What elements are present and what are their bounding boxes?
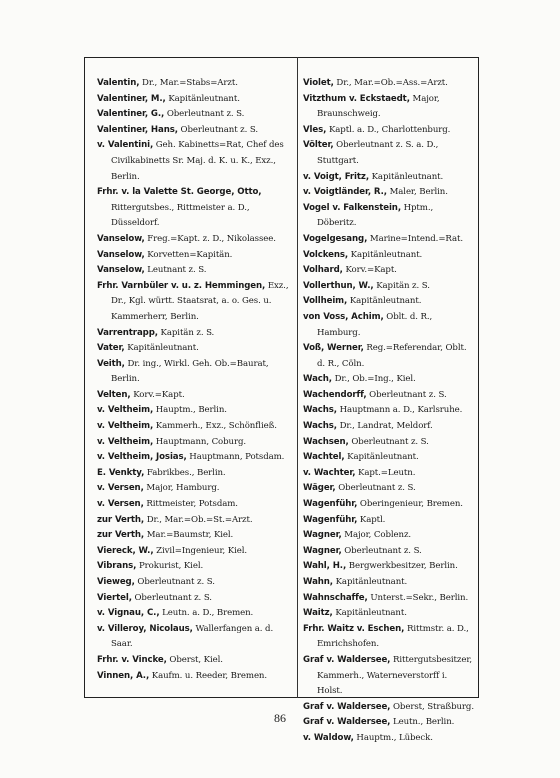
entry-details: Kapitänleutnant. [347, 296, 422, 307]
directory-entry [97, 357, 293, 388]
entry-name: Wachs, [303, 421, 337, 432]
directory-entry [97, 653, 293, 669]
entry-details: Oberleutnant z. S. [164, 109, 245, 120]
entry-name: Waitz, [303, 608, 333, 619]
directory-entry [97, 497, 293, 513]
right-column [303, 76, 475, 747]
directory-entry [303, 419, 475, 435]
directory-entry [97, 669, 293, 685]
entry-details: Geh. Kabinetts=Rat, Chef des Civilkabinetts Sr. Maj. d. K. u. K., Exz., Berlin. [111, 140, 284, 182]
directory-entry [97, 76, 293, 92]
directory-entry [303, 513, 475, 529]
entry-name: Vles, [303, 124, 327, 135]
directory-entry [303, 341, 475, 372]
entry-name: Vanselow, [97, 265, 145, 276]
entry-details: Kaptl. a. D., Charlottenburg. [326, 124, 451, 135]
entry-details: Kapitänleutnant. [368, 171, 444, 182]
column-divider [297, 57, 298, 698]
directory-entry [97, 513, 293, 529]
directory-entry [97, 138, 293, 185]
entry-name: Violet, [303, 78, 334, 88]
entry-name: v. Voigt, Fritz, [303, 171, 369, 182]
entry-name: Frhr. Varnbüler v. u. z. Hemmingen, [97, 280, 266, 291]
entry-details: Oberleutnant z. S. [348, 436, 429, 447]
directory-entry [303, 232, 475, 248]
entry-name: Viereck, W., [97, 545, 154, 556]
entry-details: Oberingenieur, Bremen. [357, 499, 463, 510]
entry-details: Rittergutsbesitzer, Kammerh., Waterneverstorff i. Holst. [317, 654, 473, 697]
entry-name: Veith, [97, 358, 125, 369]
entry-name: v. Villeroy, Nicolaus, [97, 623, 193, 634]
entry-details: Wallerfangen a. d. Saar. [111, 623, 274, 650]
entry-name: v. Versen, [97, 483, 144, 494]
entry-details: Oberleutnant z. S. a. D., Stuttgart. [317, 140, 439, 166]
entry-name: Valentiner, Hans, [97, 124, 178, 135]
directory-entry [303, 185, 475, 201]
entry-details: Kapitänleutnant. [165, 93, 240, 104]
entry-name: Valentiner, M., [97, 93, 166, 104]
entry-name: Vibrans, [97, 561, 137, 572]
entry-details: Marine=Intend.=Rat. [367, 233, 463, 244]
entry-name: v. Veltheim, [97, 421, 154, 432]
directory-entry [303, 294, 475, 310]
directory-entry [97, 591, 293, 607]
entry-details: Prokurist, Kiel. [136, 561, 204, 572]
entry-name: v. Vignau, C., [97, 608, 160, 619]
directory-entry [97, 419, 293, 435]
entry-details: Zivil=Ingenieur, Kiel. [153, 545, 248, 556]
entry-details: Rittmstr. a. D., Emrichshofen. [317, 623, 469, 650]
entry-details: Dr., Ob.=Ing., Kiel. [331, 374, 416, 385]
directory-entry [97, 575, 293, 591]
entry-name: Wagenführ, [303, 499, 358, 510]
entry-name: E. Venkty, [97, 467, 145, 478]
entry-name: Vogelgesang, [303, 233, 368, 244]
directory-entry [97, 92, 293, 108]
entry-name: v. Veltheim, Josias, [97, 452, 187, 463]
entry-details: Hauptm., Lübeck. [353, 732, 433, 743]
entry-name: Wagenführ, [303, 514, 358, 525]
directory-entry [303, 388, 475, 404]
entry-name: Wagner, [303, 545, 342, 556]
directory-entry [303, 591, 475, 607]
left-column [97, 76, 293, 684]
entry-details: Rittmeister, Potsdam. [143, 499, 238, 510]
directory-entry [97, 606, 293, 622]
directory-entry [303, 123, 475, 139]
entry-details: Leutn., Berlin. [390, 717, 455, 728]
page-number: 86 [274, 711, 286, 725]
entry-name: Vollerthun, W., [303, 280, 374, 291]
directory-entry [97, 481, 293, 497]
directory-entry [97, 279, 293, 326]
directory-entry [303, 622, 475, 653]
entry-name: Völter, [303, 140, 334, 151]
entry-name: Vanselow, [97, 249, 145, 260]
entry-name: Wachs, [303, 405, 337, 416]
directory-entry [303, 435, 475, 451]
directory-entry [97, 248, 293, 264]
directory-entry [303, 92, 475, 123]
entry-details: Oberleutnant z. S. [134, 577, 215, 587]
entry-name: Vanselow, [97, 233, 145, 244]
directory-entry [303, 76, 475, 92]
entry-details: Oberleutnant z. S. [341, 545, 422, 556]
entry-details: Dr., Mar.=Stabs=Arzt. [139, 78, 238, 88]
directory-entry [303, 170, 475, 186]
directory-entry [97, 388, 293, 404]
entry-name: Velten, [97, 389, 131, 400]
entry-name: von Voss, Achim, [303, 311, 384, 322]
entry-details: Oberleutnant z. S. [335, 483, 416, 494]
entry-name: zur Verth, [97, 530, 145, 541]
entry-name: zur Verth, [97, 514, 145, 525]
entry-details: Oberst, Kiel. [166, 654, 223, 665]
entry-details: Kaptl. [357, 514, 386, 525]
entry-details: Oberleutnant z. S. [177, 124, 258, 135]
entry-details: Kapitänleutnant. [124, 343, 199, 354]
directory-entry [303, 372, 475, 388]
entry-details: Kaufm. u. Reeder, Bremen. [149, 670, 267, 681]
entry-name: Wahnschaffe, [303, 592, 368, 603]
entry-details: Hauptmann, Potsdam. [186, 452, 285, 463]
entry-name: Graf v. Waldersee, [303, 701, 391, 712]
entry-details: Maler, Berlin. [386, 187, 448, 198]
entry-name: Wagner, [303, 530, 342, 541]
entry-details: Oblt. d. R., Hamburg. [317, 311, 433, 338]
entry-details: Unterst.=Sekr., Berlin. [367, 592, 469, 603]
entry-name: Frhr. Waitz v. Eschen, [303, 623, 405, 634]
entry-name: Volhard, [303, 265, 343, 276]
entry-name: Graf v. Waldersee, [303, 654, 391, 665]
directory-entry [303, 544, 475, 560]
directory-entry [303, 279, 475, 295]
entry-name: Wachtel, [303, 452, 345, 463]
entry-name: Vieweg, [97, 577, 135, 587]
entry-details: Leutnant z. S. [144, 265, 207, 276]
entry-details: Exz., Dr., Kgl. württ. Staatsrat, a. o. Ges. u. Kammerherr, Berlin. [111, 280, 289, 322]
entry-details: Major, Braunschweig. [317, 93, 440, 120]
entry-details: Kapitänleutnant. [344, 452, 419, 463]
directory-entry [97, 544, 293, 560]
directory-entry [97, 232, 293, 248]
directory-entry [303, 606, 475, 622]
entry-name: Frhr. v. Vincke, [97, 654, 167, 665]
entry-details: Freg.=Kapt. z. D., Nikolassee. [144, 233, 276, 244]
entry-name: Wach, [303, 374, 332, 385]
directory-entry [303, 731, 475, 747]
entry-name: Wäger, [303, 483, 336, 494]
entry-details: Kapitänleutnant. [348, 249, 423, 260]
entry-name: v. Waldow, [303, 732, 354, 743]
entry-details: Dr., Mar.=Ob.=Ass.=Arzt. [333, 78, 448, 88]
entry-details: Korv.=Kapt. [130, 389, 185, 400]
directory-entry [303, 653, 475, 700]
directory-entry [97, 559, 293, 575]
directory-entry [97, 622, 293, 653]
entry-name: Graf v. Waldersee, [303, 717, 391, 728]
entry-name: Wahl, H., [303, 561, 347, 572]
entry-details: Dr., Landrat, Meldorf. [336, 421, 433, 432]
directory-entry [303, 138, 475, 169]
entry-name: Wahn, [303, 577, 333, 587]
entry-details: Major, Hamburg. [143, 483, 220, 494]
directory-entry [97, 450, 293, 466]
directory-entry [97, 326, 293, 342]
entry-name: Vogel v. Falkenstein, [303, 202, 401, 213]
entry-name: v. Veltheim, [97, 405, 154, 416]
directory-entry [97, 185, 293, 232]
entry-name: Vinnen, A., [97, 670, 150, 681]
entry-name: v. Voigtländer, R., [303, 187, 387, 198]
entry-name: v. Valentini, [97, 140, 154, 151]
entry-details: Oberleutnant z. S. [131, 592, 212, 603]
entry-name: Voß, Werner, [303, 343, 364, 354]
directory-entry [97, 107, 293, 123]
entry-details: Rittergutsbes., Rittmeister a. D., Düsseldorf. [111, 202, 250, 229]
directory-entry [97, 466, 293, 482]
directory-entry [303, 497, 475, 513]
entry-name: v. Wachter, [303, 467, 356, 478]
entry-details: Bergwerkbesitzer, Berlin. [346, 561, 458, 572]
directory-entry [97, 123, 293, 139]
directory-entry [303, 450, 475, 466]
entry-name: Varrentrapp, [97, 327, 158, 338]
directory-entry [303, 481, 475, 497]
directory-entry [303, 310, 475, 341]
entry-details: Oberst, Straßburg. [390, 701, 474, 712]
entry-details: Korv.=Kapt. [342, 265, 397, 276]
directory-entry [97, 263, 293, 279]
directory-entry [303, 201, 475, 232]
entry-details: Reg.=Referendar, Oblt. d. R., Cöln. [317, 343, 467, 369]
directory-entry [97, 403, 293, 419]
directory-entry [303, 263, 475, 279]
directory-entry [303, 559, 475, 575]
directory-entry [303, 575, 475, 591]
directory-entry [303, 466, 475, 482]
entry-details: Kapitän z. S. [157, 327, 215, 338]
entry-name: Valentiner, G., [97, 109, 165, 120]
directory-entry [97, 435, 293, 451]
directory-entry [303, 403, 475, 419]
directory-entry [97, 528, 293, 544]
entry-details: Kapitän z. S. [373, 280, 430, 291]
entry-details: Kapitänleutnant. [332, 608, 407, 619]
entry-name: Vitzthum v. Eckstaedt, [303, 93, 410, 104]
entry-details: Kammerh., Exz., Schönfließ. [153, 421, 277, 432]
entry-name: v. Versen, [97, 499, 144, 510]
entry-details: Hauptm., Berlin. [153, 405, 227, 416]
entry-name: Wachendorff, [303, 389, 367, 400]
entry-details: Mar.=Baumstr, Kiel. [144, 530, 234, 541]
entry-name: Volckens, [303, 249, 349, 260]
entry-name: Vollheim, [303, 296, 348, 307]
entry-details: Oberleutnant z. S. [366, 389, 447, 400]
entry-name: Viertel, [97, 592, 132, 603]
entry-name: v. Veltheim, [97, 436, 154, 447]
entry-details: Major, Coblenz. [341, 530, 412, 541]
entry-details: Kapitänleutnant. [332, 577, 408, 587]
entry-details: Korvetten=Kapitän. [144, 249, 233, 260]
entry-details: Dr. ing., Wirkl. Geh. Ob.=Baurat, Berlin. [111, 358, 269, 385]
entry-details: Hauptmann, Coburg. [153, 436, 247, 447]
entry-details: Hptm., Döberitz. [317, 202, 434, 229]
entry-details: Kapt.=Leutn. [355, 467, 416, 478]
entry-name: Frhr. v. la Valette St. George, Otto, [97, 187, 262, 198]
entry-name: Valentin, [97, 78, 140, 88]
entry-name: Wachsen, [303, 436, 349, 447]
entry-name: Vater, [97, 343, 125, 354]
entry-details: Fabrikbes., Berlin. [144, 467, 226, 478]
entry-details: Dr., Mar.=Ob.=St.=Arzt. [144, 514, 253, 525]
entry-details: Hauptmann a. D., Karlsruhe. [336, 405, 463, 416]
directory-entry [97, 341, 293, 357]
entry-details: Leutn. a. D., Bremen. [159, 608, 254, 619]
directory-entry [303, 528, 475, 544]
directory-entry [303, 248, 475, 264]
